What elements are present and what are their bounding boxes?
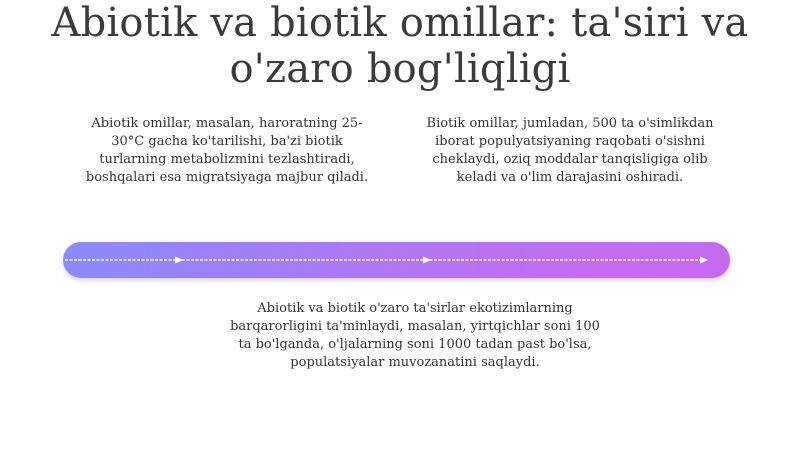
interaction-line [63,242,730,278]
arrow-right-icon [175,257,183,264]
biotic-text: Biotik omillar, jumladan, 500 ta o'simlikdan iborat populyatsiyaning raqobati o'sishni cheklaydi, oziq moddalar tanqisligiga olib keladi va o'lim darajasini oshiradi. [426,116,714,185]
abiotic-text: Abiotik omillar, masalan, haroratning 25-30°C gacha ko'tarilishi, ba'zi biotik turlarning metabolizmini tezlashtiradi, boshqalari esa migratsiyaga majbur qiladi. [85,116,369,185]
interaction-text: Abiotik va biotik o'zaro ta'sirlar ekotizimlarning barqarorligini ta'minlaydi, masalan, yirtqichlar soni 100 ta bo'lganda, o'ljalarning soni 1000 tadan past bo'lsa, populatsiyalar muvozanatini saqlaydi. [230,301,600,370]
interaction-bar [63,242,730,278]
arrow-right-icon [423,257,431,264]
arrow-right-icon [700,257,708,264]
page-title: Abiotik va biotik omillar: ta'siri va o'zaro bog'liqligi [51,0,749,92]
